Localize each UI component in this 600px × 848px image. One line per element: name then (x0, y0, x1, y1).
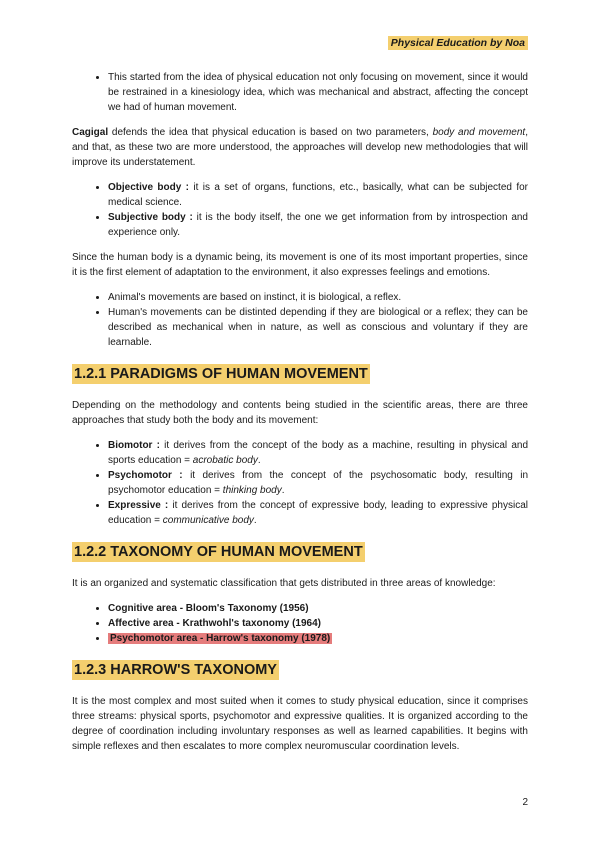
definition: it is the body itself, the one we get information from by introspection and experience only. (108, 212, 528, 238)
list-item (108, 468, 528, 498)
highlighted-taxonomy-item: Psychomotor area - Harrow's taxonomy (1978) (110, 633, 331, 644)
taxonomy-item: Cognitive area - Bloom's Taxonomy (1956) (108, 603, 309, 614)
page-number: 2 (522, 797, 528, 808)
section-heading: 1.2.3 HARROW'S TAXONOMY (74, 662, 277, 678)
cagigal-name: Cagigal (72, 127, 109, 138)
list-item (108, 631, 528, 646)
taxonomy-list (72, 601, 528, 646)
list-item (108, 438, 528, 468)
list-item: • Human's movements can be distinted depending if they are biological or a reflex; they can be described as mechanical when in nature, as well as conscious and voluntary if they are learnable. (108, 305, 528, 350)
list-item (108, 601, 528, 616)
cagigal-text-a: defends the idea that physical education is based on two parameters, (108, 127, 433, 138)
definition: it is a set of organs, functions, etc., basically, what can be subjected for medical science. (108, 182, 528, 208)
taxonomy-item: Affective area - Krathwohl's taxonomy (1964) (108, 618, 321, 629)
list-item (108, 616, 528, 631)
definition: it derives from the concept of expressive body, leading to expressive physical education = (108, 500, 528, 526)
list-item: • This started from the idea of physical education not only focusing on movement, since it would be restrained in a kinesiology idea, which was mechanical and abstract, affecting the concept we had of human movement. (108, 70, 528, 115)
term: Objective body : (108, 182, 189, 193)
section-paragraph: It is the most complex and most suited when it comes to study physical education, since it comprises three streams: physical sports, psychomotor and expressive qualities. It is organized according to the degree of coordination including involuntary responses as well as learned capabilities. It begins with simple reflexes and then escalates to more complex neuromuscular coordination levels. (72, 696, 528, 752)
punctuation: . (281, 485, 285, 496)
movement-list (72, 290, 528, 350)
approaches-list (72, 438, 528, 528)
italic-term: communicative body (162, 515, 254, 526)
italic-term: acrobatic body (192, 455, 258, 466)
list-item: • Animal's movements are based on instinct, it is biological, a reflex. (108, 290, 528, 305)
definition: it derives from the concept of the psychosomatic body, resulting in psychomotor education = (108, 470, 529, 496)
cagigal-italic: body and movement (432, 127, 526, 138)
definition: it derives from the concept of the body as a machine, resulting in physical and sports education = (108, 440, 529, 466)
cagigal-text-b: , and that, as these two are more understood, the approaches will develop new methodologies that will improve its understatement. (72, 127, 528, 168)
term: Subjective body : (108, 212, 193, 223)
term: Expressive : (108, 500, 169, 511)
section-paragraph: It is an organized and systematic classification that gets distributed in three areas of knowledge: (72, 578, 496, 589)
section-heading: 1.2.1 PARADIGMS OF HUMAN MOVEMENT (74, 366, 368, 382)
term: Biomotor : (108, 440, 160, 451)
dynamic-paragraph: Since the human body is a dynamic being, its movement is one of its most important properties, since it is the first element of adaptation to the environment, it also expresses feelings and emotions. (72, 252, 528, 278)
italic-term: thinking body (222, 485, 282, 496)
section-paragraph: Depending on the methodology and contents being studied in the scientific areas, there are three approaches that study both the body and its movement: (72, 400, 528, 426)
punctuation: . (257, 455, 261, 466)
section-heading: 1.2.2 TAXONOMY OF HUMAN MOVEMENT (74, 544, 363, 560)
body-types-list (72, 180, 528, 240)
page-content (72, 70, 528, 764)
running-header: Physical Education by Noa (388, 36, 528, 50)
list-item (108, 498, 528, 528)
term: Psychomotor : (108, 470, 183, 481)
intro-list (72, 70, 528, 115)
cagigal-paragraph (72, 125, 528, 170)
list-item (108, 180, 528, 210)
punctuation: . (253, 515, 257, 526)
list-item (108, 210, 528, 240)
